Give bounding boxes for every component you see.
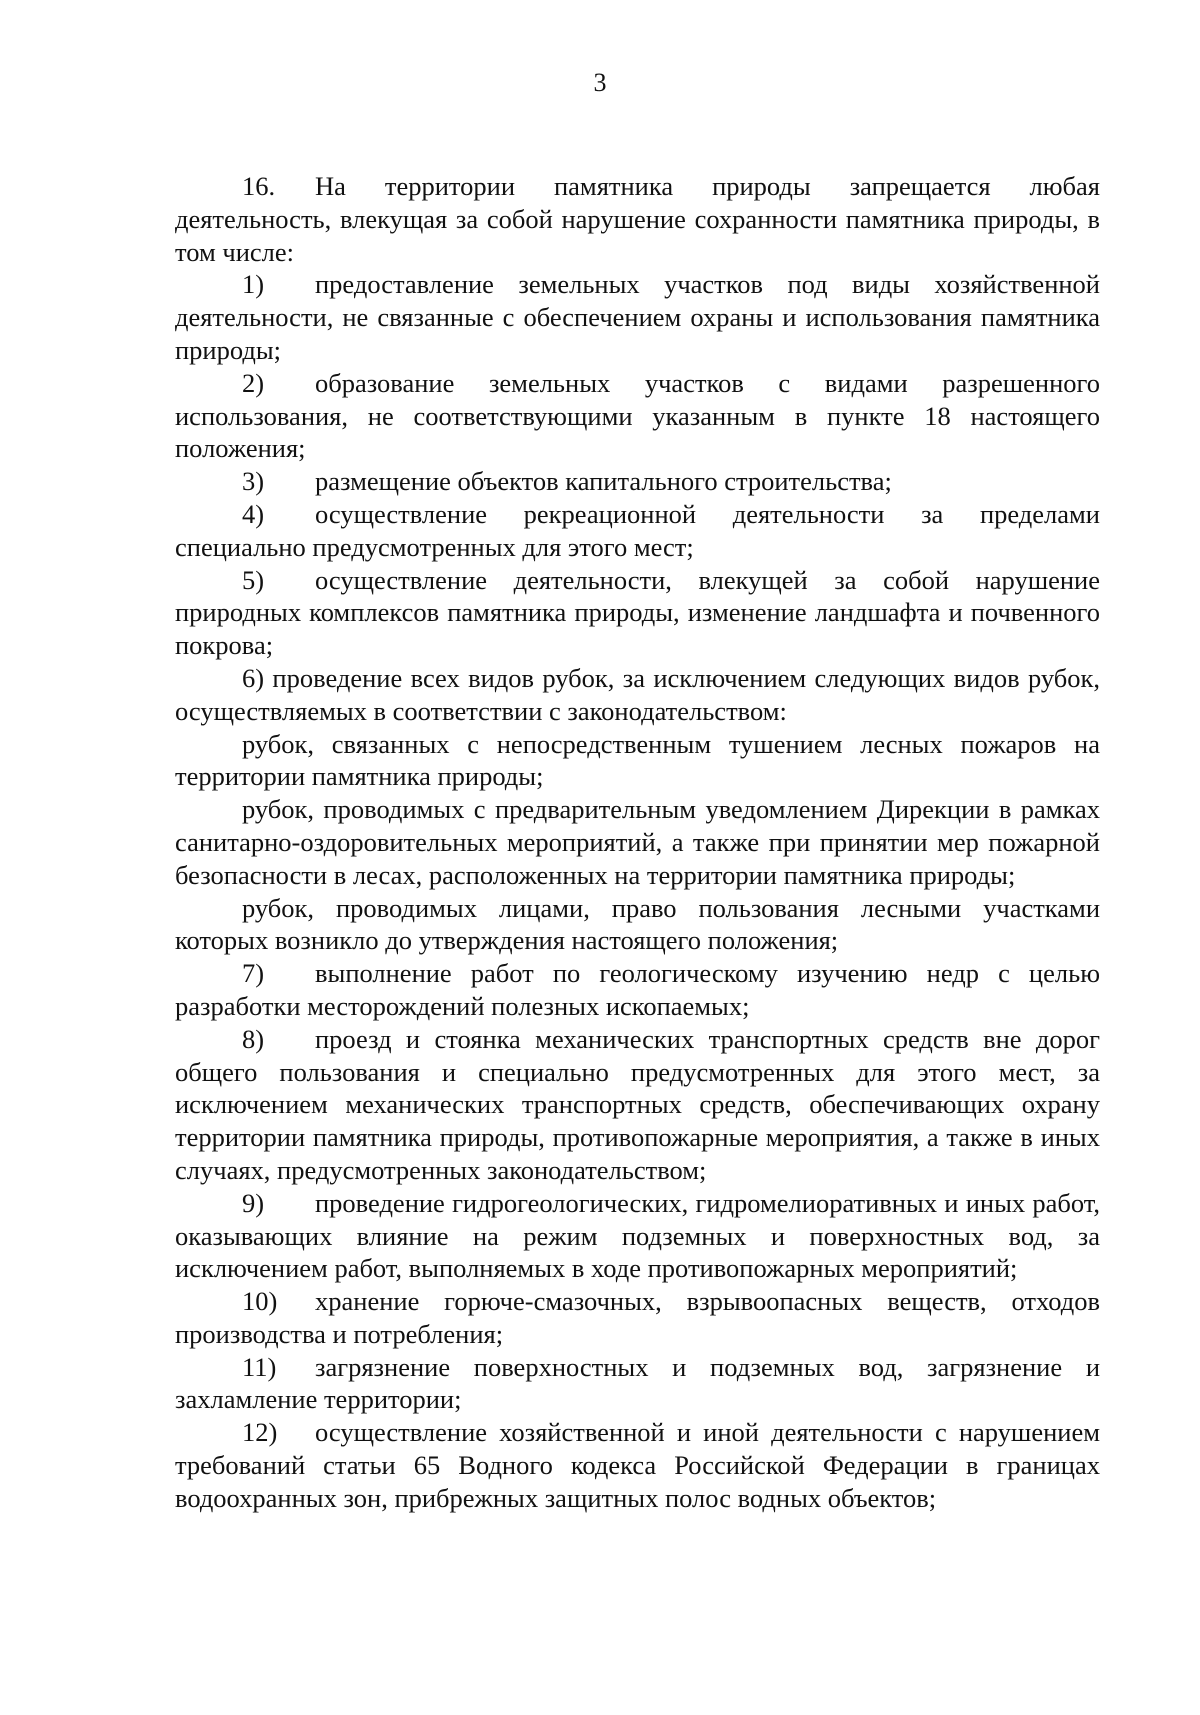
list-item-1: [175, 268, 1100, 366]
list-item-10: [175, 1285, 1100, 1351]
item-number: 2): [242, 367, 265, 398]
list-item-9: [175, 1187, 1100, 1285]
list-item-7: [175, 957, 1100, 1023]
item-number: 3): [242, 466, 265, 497]
item-text: проведение гидрогеологических, гидромелиоративных и иных работ, оказывающих влияние на режим подземных и поверхностных вод, за исключением работ, выполняемых в ходе противопожарных мероприятий;: [175, 1187, 1100, 1284]
list-item-3: [175, 465, 1100, 498]
item-text: загрязнение поверхностных и подземных вод, загрязнение и захламление территории;: [175, 1351, 1100, 1415]
item-number: 12): [242, 1417, 278, 1448]
list-item-5: [175, 564, 1100, 662]
list-item-2: [175, 367, 1100, 465]
clause-text: На территории памятника природы запрещается любая деятельность, влекущая за собой нарушение сохранности памятника природы, в том числе:: [175, 171, 1100, 267]
sub-item-2: рубок, проводимых с предварительным уведомлением Дирекции в рамках санитарно-оздоровительных мероприятий, а также при принятии мер пожарной безопасности в лесах, расположенных на территории памятника природы;: [175, 794, 1100, 890]
item-number: 9): [242, 1187, 265, 1218]
item-text: размещение объектов капитального строительства;: [315, 466, 892, 497]
page-number: 3: [593, 68, 607, 97]
item-text: выполнение работ по геологическому изучению недр с целью разработки месторождений полезных ископаемых;: [175, 958, 1100, 1021]
sub-item-1: рубок, связанных с непосредственным тушением лесных пожаров на территории памятника природы;: [175, 728, 1100, 792]
item-text: хранение горюче-смазочных, взрывоопасных веществ, отходов производства и потребления;: [175, 1286, 1100, 1349]
item-number: 5): [242, 564, 265, 595]
clause-16: [175, 170, 1100, 268]
list-item-12: [175, 1416, 1100, 1514]
list-item-8: [175, 1023, 1100, 1187]
list-item-11: [175, 1351, 1100, 1417]
item-text: предоставление земельных участков под виды хозяйственной деятельности, не связанные с обеспечением охраны и использования памятника природы;: [175, 269, 1100, 365]
item-number: 4): [242, 498, 265, 529]
list-item-6: 6) проведение всех видов рубок, за исключением следующих видов рубок, осуществляемых в соответствии с законодательством:: [175, 662, 1100, 726]
item-number: 7): [242, 958, 265, 989]
item-text: осуществление деятельности, влекущей за собой нарушение природных комплексов памятника природы, изменение ландшафта и почвенного покрова;: [175, 564, 1100, 661]
item-number: 8): [242, 1023, 265, 1054]
item-text: проезд и стоянка механических транспортных средств вне дорог общего пользования и специально предусмотренных для этого мест, за исключением механических транспортных средств, обеспечивающих охрану территории памятника природы, противопожарные мероприятия, а также в иных случаях, предусмотренных законодательством;: [175, 1023, 1100, 1185]
item-text: осуществление рекреационной деятельности за пределами специально предусмотренных для этого мест;: [175, 498, 1100, 562]
item-text: образование земельных участков с видами разрешенного использования, не соответствующими указанным в пункте 18 настоящего положения;: [175, 367, 1100, 464]
document-body: [175, 170, 1100, 1515]
sub-item-3: рубок, проводимых лицами, право пользования лесными участками которых возникло до утверждения настоящего положения;: [175, 892, 1100, 956]
item-number: 10): [242, 1286, 278, 1317]
list-item-4: [175, 498, 1100, 564]
clause-number: 16.: [242, 171, 276, 201]
item-number: 1): [242, 269, 265, 300]
item-number: 11): [242, 1351, 277, 1382]
item-text: осуществление хозяйственной и иной деятельности с нарушением требований статьи 65 Водного кодекса Российской Федерации в границах водоохранных зон, прибрежных защитных полос водных объектов;: [175, 1417, 1100, 1513]
